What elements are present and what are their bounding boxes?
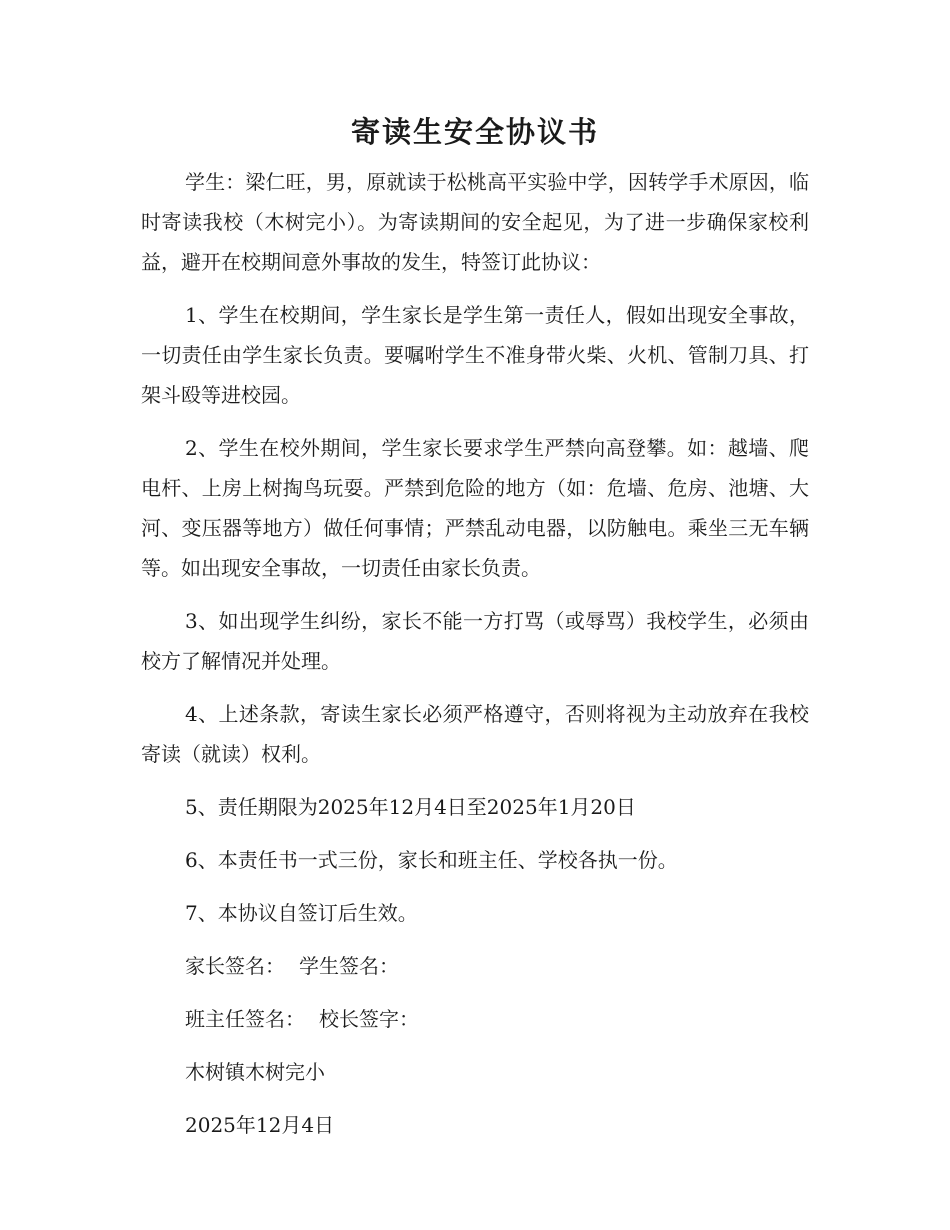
intro-paragraph: 学生：梁仁旺，男，原就读于松桃高平实验中学，因转学手术原因，临时寄读我校（木树完小）。为寄读期间的安全起见，为了进一步确保家校利益，避开在校期间意外事故的发生，特签订此协议： xyxy=(141,170,809,274)
clause-2: 2、学生在校外期间，学生家长要求学生严禁向高登攀。如：越墙、爬电杆、上房上树掏鸟玩耍。严禁到危险的地方（如：危墙、危房、池塘、大河、变压器等地方）做任何事情；严禁乱动电器，以防触电。乘坐三无车辆等。如出现安全事故，一切责任由家长负责。 xyxy=(141,436,809,580)
signature-line-parent-student xyxy=(141,946,809,986)
clause-6: 6、本责任书一式三份，家长和班主任、学校各执一份。 xyxy=(185,848,678,872)
clause-7: 7、本协议自签订后生效。 xyxy=(185,901,418,925)
principal-signature-label: 校长签字： xyxy=(319,1007,419,1031)
teacher-signature-label: 班主任签名： xyxy=(185,1007,305,1031)
school-name: 木树镇木树完小 xyxy=(185,1060,325,1084)
signature-line-teacher-principal xyxy=(141,999,809,1039)
document-body xyxy=(141,162,809,1145)
clause-4: 4、上述条款，寄读生家长必须严格遵守，否则将视为主动放弃在我校寄读（就读）权利。 xyxy=(141,702,809,766)
document-date: 2025年12月4日 xyxy=(185,1113,335,1137)
parent-signature-label: 家长签名： xyxy=(185,954,285,978)
clause-5: 5、责任期限为2025年12月4日至2025年1月20日 xyxy=(185,795,636,819)
clause-1: 1、学生在校期间，学生家长是学生第一责任人，假如出现安全事故，一切责任由学生家长负责。要嘱咐学生不准身带火柴、火机、管制刀具、打架斗殴等进校园。 xyxy=(141,303,809,407)
student-signature-label: 学生签名： xyxy=(299,954,399,978)
document-title: 寄读生安全协议书 xyxy=(350,115,599,149)
clause-3: 3、如出现学生纠纷，家长不能一方打骂（或辱骂）我校学生，必须由校方了解情况并处理。 xyxy=(141,609,809,673)
